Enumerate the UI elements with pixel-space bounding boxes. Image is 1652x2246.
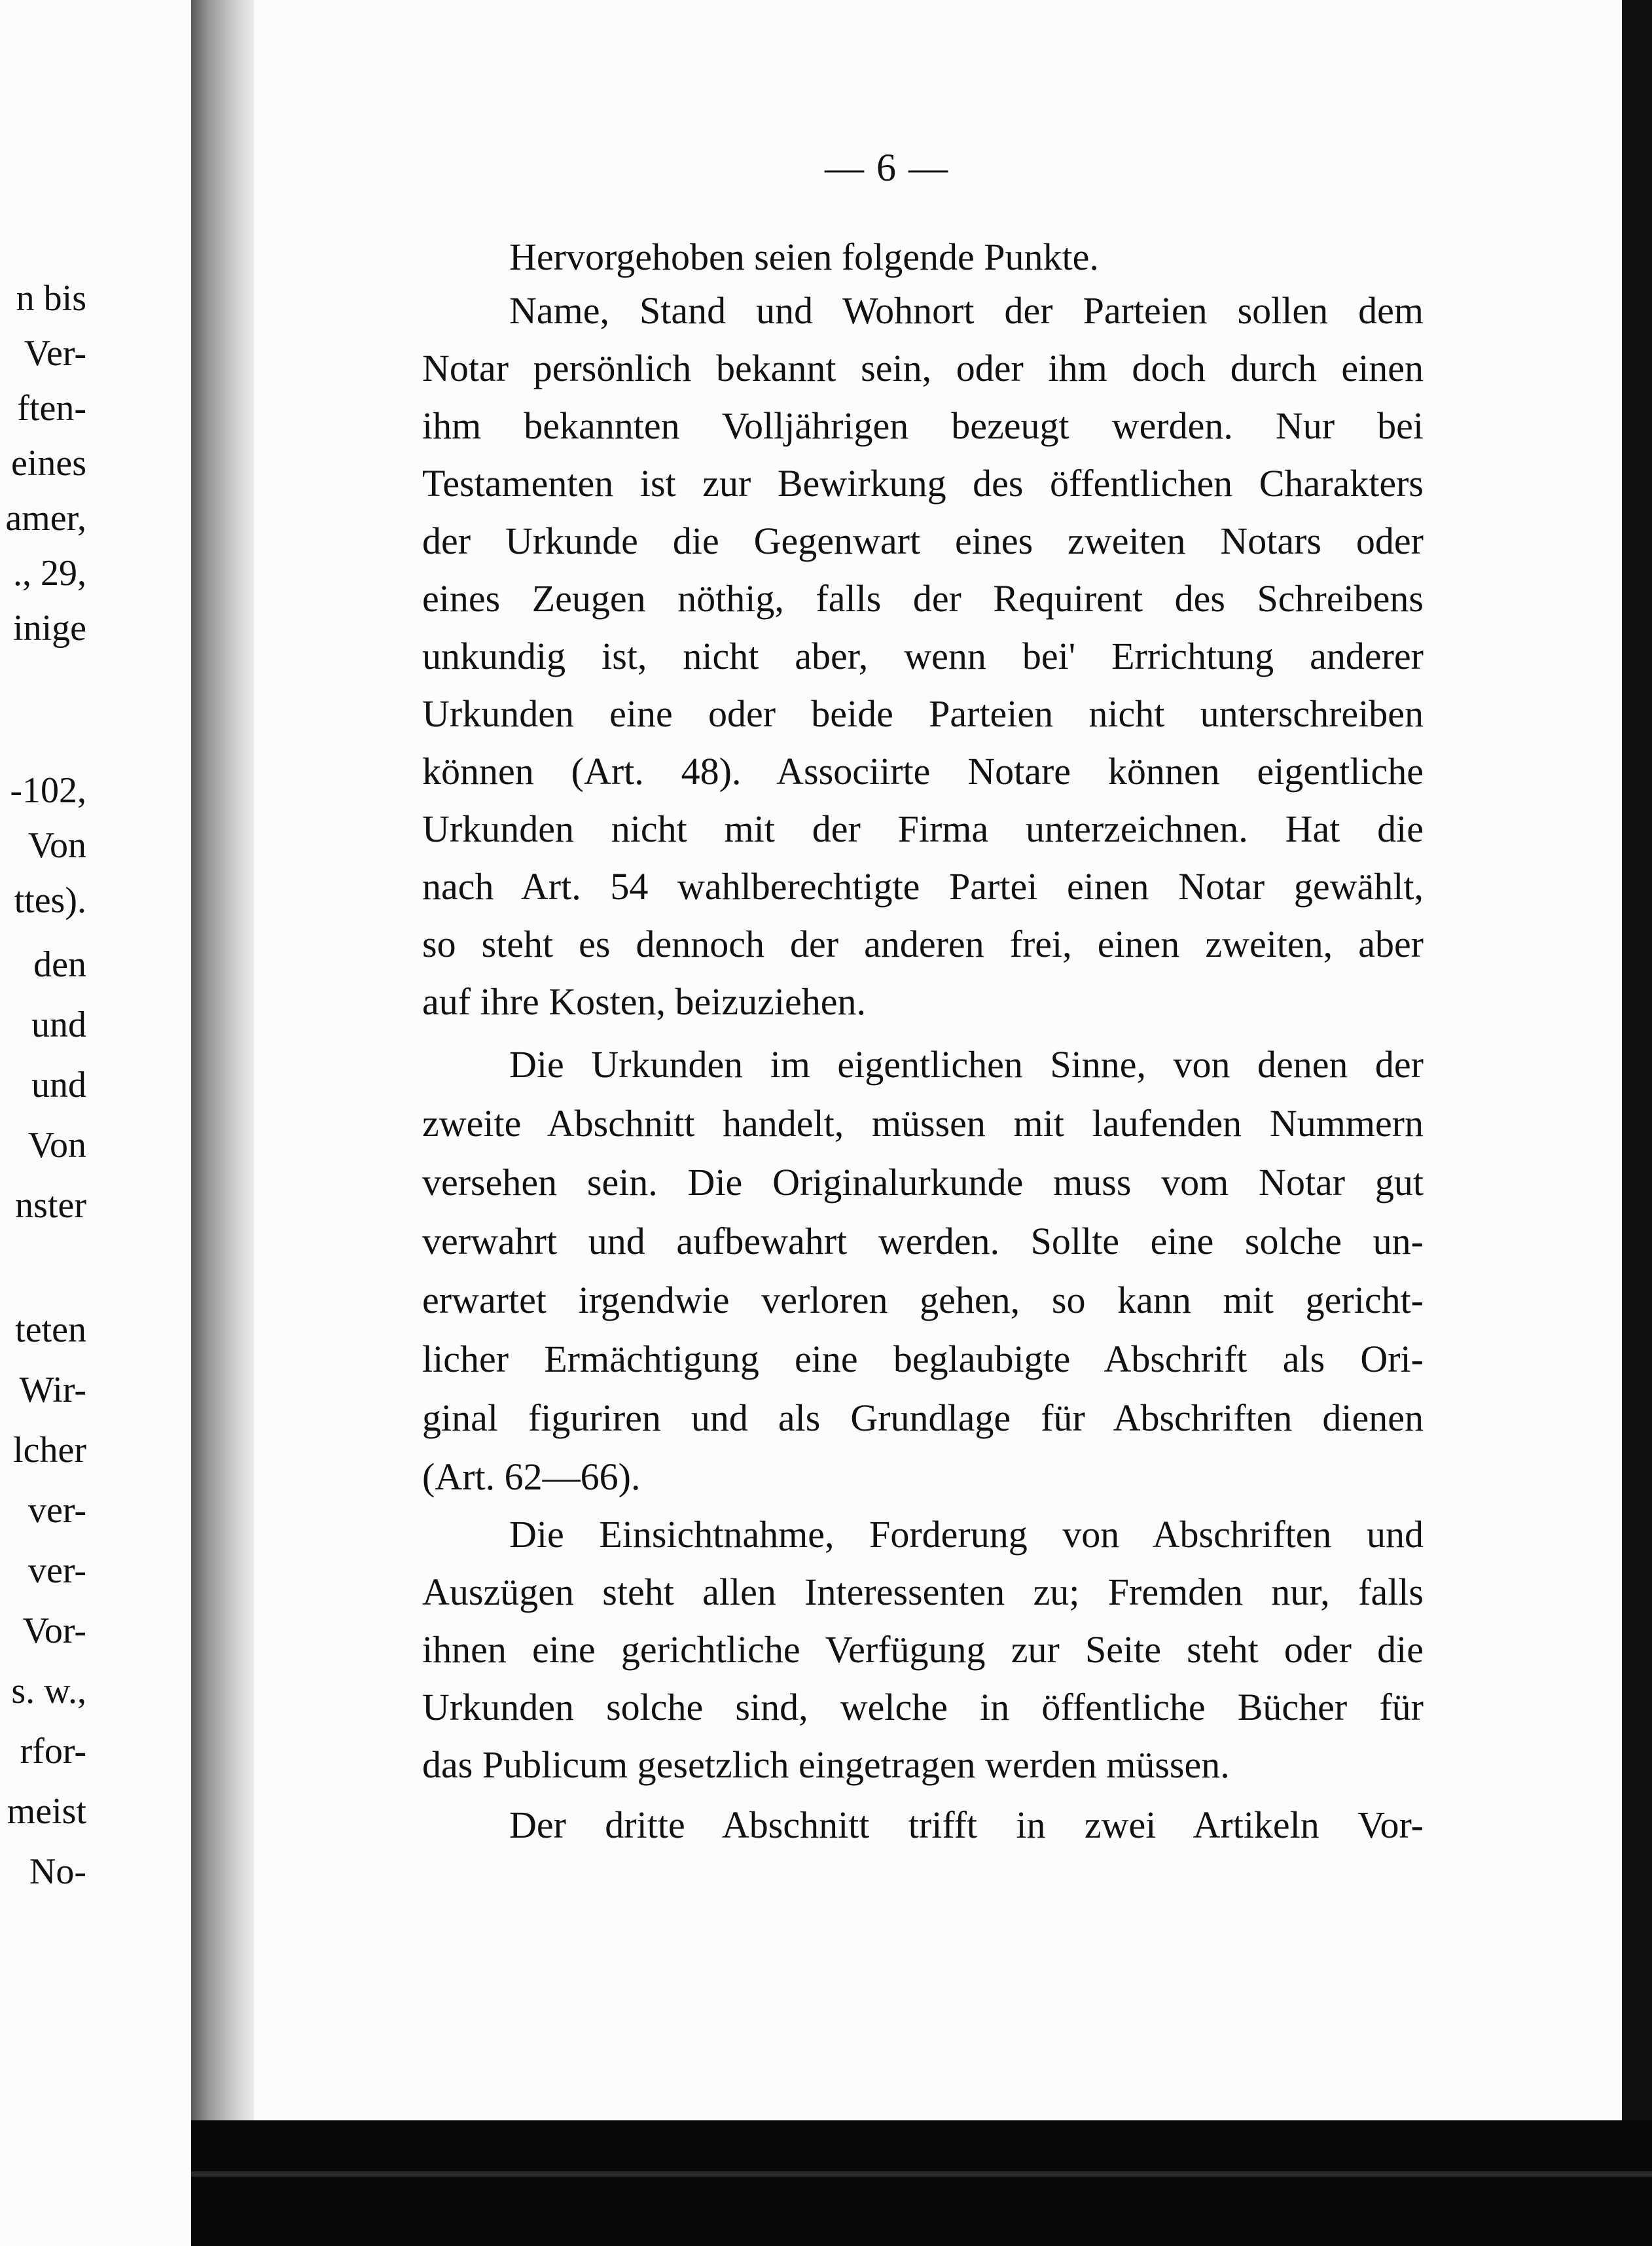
text-line: Hervorgehoben seien folgende Punkte. — [509, 236, 1099, 278]
left-page-line: ver- — [27, 1550, 86, 1591]
text-line: unkundig ist, nicht aber, wenn bei' Errichtung anderer — [422, 635, 1424, 677]
text-line: licher Ermächtigung eine beglaubigte Abschrift als Ori- — [422, 1338, 1424, 1380]
book-gutter — [191, 0, 254, 2160]
left-page-line: -102, — [10, 770, 86, 811]
text-line: Notar persönlich bekannt sein, oder ihm doch durch einen — [422, 347, 1424, 389]
left-page-line: Von — [27, 1125, 86, 1166]
bottom-rule — [191, 2171, 1652, 2177]
text-line: Der dritte Abschnitt trifft in zwei Artikeln Vor- — [509, 1804, 1424, 1846]
bottom-page-edge — [191, 2120, 1652, 2246]
left-page-line: No- — [29, 1851, 86, 1892]
text-line: können (Art. 48). Associirte Notare können eigentliche — [422, 750, 1424, 793]
text-line: erwartet irgendwie verloren gehen, so kann mit gericht- — [422, 1279, 1424, 1321]
left-page-line: s. w., — [11, 1671, 86, 1711]
left-page-line: Von — [27, 825, 86, 866]
left-page-line: ften- — [17, 388, 86, 429]
text-line: (Art. 62—66). — [422, 1455, 641, 1498]
left-page-line: inige — [13, 608, 86, 649]
text-line: eines Zeugen nöthig, falls der Requirent des Schreibens — [422, 577, 1424, 620]
text-line: Name, Stand und Wohnort der Parteien sollen dem — [509, 289, 1424, 332]
left-page-line: nster — [15, 1185, 86, 1226]
left-page-line: ., 29, — [13, 553, 86, 594]
left-page-line: den — [33, 944, 86, 985]
left-page-line: n bis — [16, 278, 86, 319]
text-line: Urkunden nicht mit der Firma unterzeichnen. Hat die — [422, 808, 1424, 850]
page-number: — 6 — — [825, 146, 949, 189]
text-line: verwahrt und aufbewahrt werden. Sollte eine solche un- — [422, 1220, 1424, 1262]
left-page-line: lcher — [13, 1430, 86, 1471]
text-line: der Urkunde die Gegenwart eines zweiten Notars oder — [422, 520, 1424, 562]
text-line: das Publicum gesetzlich eingetragen werden müssen. — [422, 1743, 1230, 1786]
left-page-line: ttes). — [14, 880, 86, 921]
text-line: Urkunden solche sind, welche in öffentliche Bücher für — [422, 1686, 1424, 1728]
left-page-line: ver- — [27, 1490, 86, 1531]
text-line: ginal figuriren und als Grundlage für Abschriften dienen — [422, 1397, 1424, 1439]
left-page-line: und — [31, 1005, 86, 1045]
text-line: ihm bekannten Volljährigen bezeugt werden. Nur bei — [422, 404, 1424, 447]
text-line: ihnen eine gerichtliche Verfügung zur Seite steht oder die — [422, 1628, 1424, 1671]
left-page-line: rfor- — [20, 1731, 86, 1772]
left-page-line: Ver- — [24, 333, 86, 374]
left-page-line: und — [31, 1065, 86, 1105]
left-page-line: Vor- — [22, 1611, 86, 1651]
left-page-line: amer, — [5, 498, 86, 539]
left-page-line: eines — [10, 443, 86, 484]
text-line: so steht es dennoch der anderen frei, einen zweiten, aber — [422, 923, 1424, 965]
text-line: versehen sein. Die Originalurkunde muss vom Notar gut — [422, 1161, 1424, 1203]
left-page-line: Wir- — [19, 1370, 86, 1410]
left-facing-page — [0, 0, 191, 2246]
text-line: Auszügen steht allen Interessenten zu; Fremden nur, falls — [422, 1571, 1424, 1613]
text-line: nach Art. 54 wahlberechtigte Partei einen Notar gewählt, — [422, 865, 1424, 908]
text-line: auf ihre Kosten, beizuziehen. — [422, 980, 866, 1023]
text-line: Urkunden eine oder beide Parteien nicht unterschreiben — [422, 692, 1424, 735]
text-line: zweite Abschnitt handelt, müssen mit laufenden Nummern — [422, 1102, 1424, 1145]
text-line: Testamenten ist zur Bewirkung des öffentlichen Charakters — [422, 462, 1424, 505]
text-line: Die Urkunden im eigentlichen Sinne, von denen der — [509, 1043, 1424, 1086]
left-page-line: teten — [15, 1310, 86, 1350]
text-line: Die Einsichtnahme, Forderung von Abschriften und — [509, 1513, 1424, 1556]
right-page-edge — [1622, 0, 1652, 2160]
left-page-line: meist — [7, 1791, 86, 1832]
